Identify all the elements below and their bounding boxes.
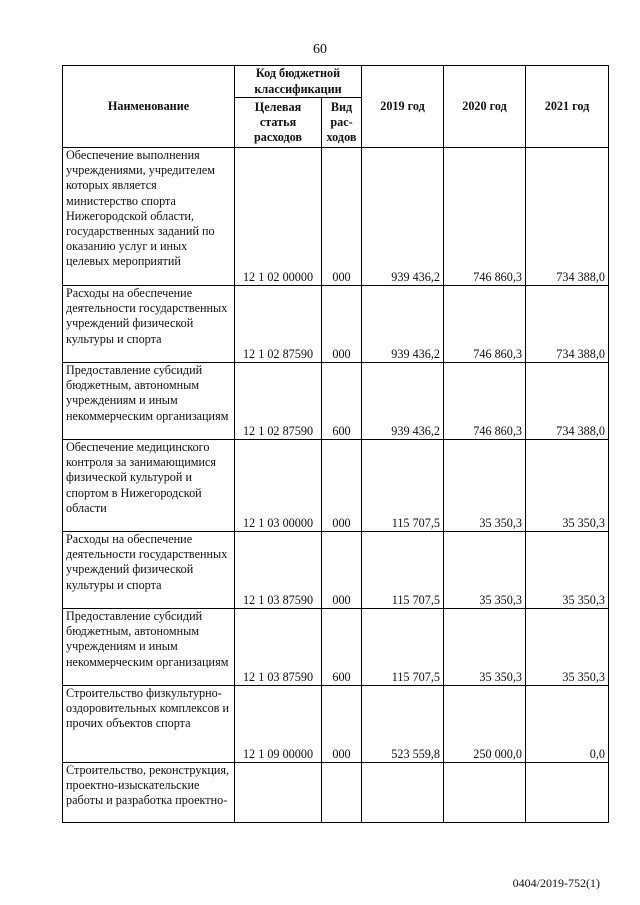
row-2021: 734 388,0 [526, 363, 609, 440]
row-name: Строительство, реконструкция, проектно-изыскательские работы и разработка проектно- [63, 763, 235, 823]
row-name: Предоставление субсидий бюджетным, автономным учреждениям и иным некоммерческим организациям [63, 363, 235, 440]
row-code: 12 1 03 87590 [235, 532, 322, 609]
table-row [63, 686, 609, 763]
row-code [235, 763, 322, 823]
row-2021: 35 350,3 [526, 440, 609, 532]
row-code: 12 1 02 87590 [235, 363, 322, 440]
table-row [63, 440, 609, 532]
row-type [322, 763, 362, 823]
row-2021: 734 388,0 [526, 286, 609, 363]
row-2020: 250 000,0 [444, 686, 526, 763]
row-2019: 115 707,5 [362, 532, 444, 609]
row-code: 12 1 03 00000 [235, 440, 322, 532]
table-row [63, 609, 609, 686]
header-2021: 2021 год [526, 66, 609, 148]
table-row [63, 148, 609, 286]
table-row [63, 363, 609, 440]
row-2021: 0,0 [526, 686, 609, 763]
row-code: 12 1 02 87590 [235, 286, 322, 363]
header-type: Вид рас-ходов [322, 98, 362, 148]
header-name: Наименование [63, 66, 235, 148]
header-2020: 2020 год [444, 66, 526, 148]
row-2020: 35 350,3 [444, 440, 526, 532]
row-2021 [526, 763, 609, 823]
row-type: 000 [322, 532, 362, 609]
row-name: Строительство физкультурно-оздоровительных комплексов и прочих объектов спорта [63, 686, 235, 763]
row-name: Расходы на обеспечение деятельности государственных учреждений физической культуры и спорта [63, 286, 235, 363]
row-type: 600 [322, 609, 362, 686]
row-name: Обеспечение медицинского контроля за занимающимися физической культурой и спортом в Нижегородской области [63, 440, 235, 532]
row-2019: 523 559,8 [362, 686, 444, 763]
row-2020: 35 350,3 [444, 532, 526, 609]
row-2019: 939 436,2 [362, 286, 444, 363]
row-type: 000 [322, 286, 362, 363]
row-type: 000 [322, 440, 362, 532]
row-name: Обеспечение выполнения учреждениями, учредителем которых является министерство спорта Нижегородской области, государственных заданий по оказанию услуг и иных целевых мероприятий [63, 148, 235, 286]
row-2019: 115 707,5 [362, 440, 444, 532]
row-2019: 939 436,2 [362, 363, 444, 440]
document-code: 0404/2019-752(1) [512, 876, 600, 890]
row-2019: 939 436,2 [362, 148, 444, 286]
row-2019 [362, 763, 444, 823]
row-2020: 746 860,3 [444, 148, 526, 286]
row-2020: 35 350,3 [444, 609, 526, 686]
header-target: Целевая статья расходов [235, 98, 322, 148]
page-number: 60 [313, 42, 327, 57]
row-2021: 734 388,0 [526, 148, 609, 286]
row-name: Расходы на обеспечение деятельности государственных учреждений физической культуры и спорта [63, 532, 235, 609]
row-code: 12 1 03 87590 [235, 609, 322, 686]
row-name: Предоставление субсидий бюджетным, автономным учреждениям и иным некоммерческим организациям [63, 609, 235, 686]
table-row [63, 286, 609, 363]
header-code-group: Код бюджетной классификации [235, 66, 362, 98]
header-2019: 2019 год [362, 66, 444, 148]
row-2020: 746 860,3 [444, 363, 526, 440]
budget-table [62, 65, 609, 823]
row-type: 000 [322, 148, 362, 286]
row-2020: 746 860,3 [444, 286, 526, 363]
row-2021: 35 350,3 [526, 532, 609, 609]
row-2021: 35 350,3 [526, 609, 609, 686]
row-2020 [444, 763, 526, 823]
row-code: 12 1 02 00000 [235, 148, 322, 286]
row-2019: 115 707,5 [362, 609, 444, 686]
table-row [63, 763, 609, 823]
row-type: 600 [322, 363, 362, 440]
row-type: 000 [322, 686, 362, 763]
row-code: 12 1 09 00000 [235, 686, 322, 763]
table-row [63, 532, 609, 609]
